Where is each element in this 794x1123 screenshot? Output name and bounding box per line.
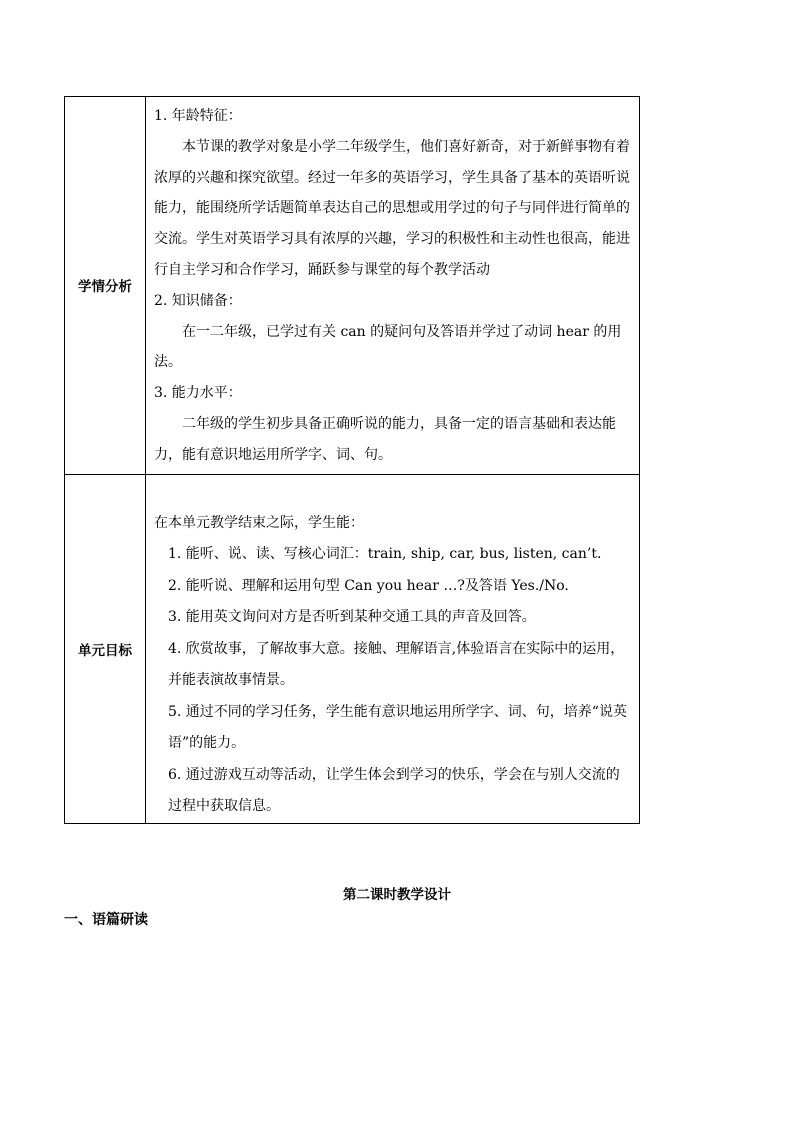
- goal-item: 5. 通过不同的学习任务，学生能有意识地运用所学字、词、句，培养“说英语”的能力。: [168, 703, 627, 752]
- goal-item: 6. 通过游戏互动等活动，让学生体会到学习的快乐，学会在与别人交流的过程中获取信息。: [168, 766, 620, 815]
- row-label-unit-goals: 单元目标: [65, 474, 146, 823]
- analysis-table: [64, 96, 640, 824]
- ability-paragraph: 二年级的学生初步具备正确听说的能力，具备一定的语言基础和表达能力，能有意识地运用所学字、词、句。: [154, 415, 616, 463]
- row-content-student-analysis: [146, 97, 640, 475]
- knowledge-heading: 2. 知识储备：: [154, 292, 242, 309]
- table-row-student-analysis: [65, 97, 640, 475]
- lesson-title: 第二课时教学设计: [343, 887, 451, 903]
- goal-item: 4. 欣赏故事，了解故事大意。接触、理解语言,体验语言在实际中的运用，并能表演故事情景。: [168, 640, 625, 689]
- knowledge-paragraph: 在一二年级，已学过有关 can 的疑问句及答语并学过了动词 hear 的用法。: [154, 323, 622, 371]
- age-paragraph: 本节课的教学对象是小学二年级学生，他们喜好新奇，对于新鲜事物有着浓厚的兴趣和探究欲望。经过一年多的英语学习，学生具备了基本的英语听说能力，能围绕所学话题简单表达自己的思想或用学过的句子与同伴进行简单的交流。学生对英语学习具有浓厚的兴趣，学习的积极性和主动性也很高，能进行自主学习和合作学习，踊跃参与课堂的每个教学活动: [154, 138, 630, 278]
- table-row-unit-goals: [65, 474, 640, 823]
- section-heading: 一、语篇研读: [64, 912, 148, 928]
- age-heading: 1. 年龄特征：: [154, 108, 242, 124]
- goal-item: 2. 能听说、理解和运用句型 Can you hear …?及答语 Yes./No.: [168, 577, 569, 594]
- goal-item: 1. 能听、说、读、写核心词汇：train, ship, car, bus, listen, can’t.: [168, 546, 602, 563]
- row-content-unit-goals: [146, 474, 640, 823]
- goals-intro: 在本单元教学结束之际，学生能：: [154, 514, 364, 531]
- row-label-student-analysis: 学情分析: [65, 97, 146, 475]
- goal-item: 3. 能用英文询问对方是否听到某种交通工具的声音及回答。: [168, 609, 536, 626]
- ability-heading: 3. 能力水平：: [154, 385, 242, 402]
